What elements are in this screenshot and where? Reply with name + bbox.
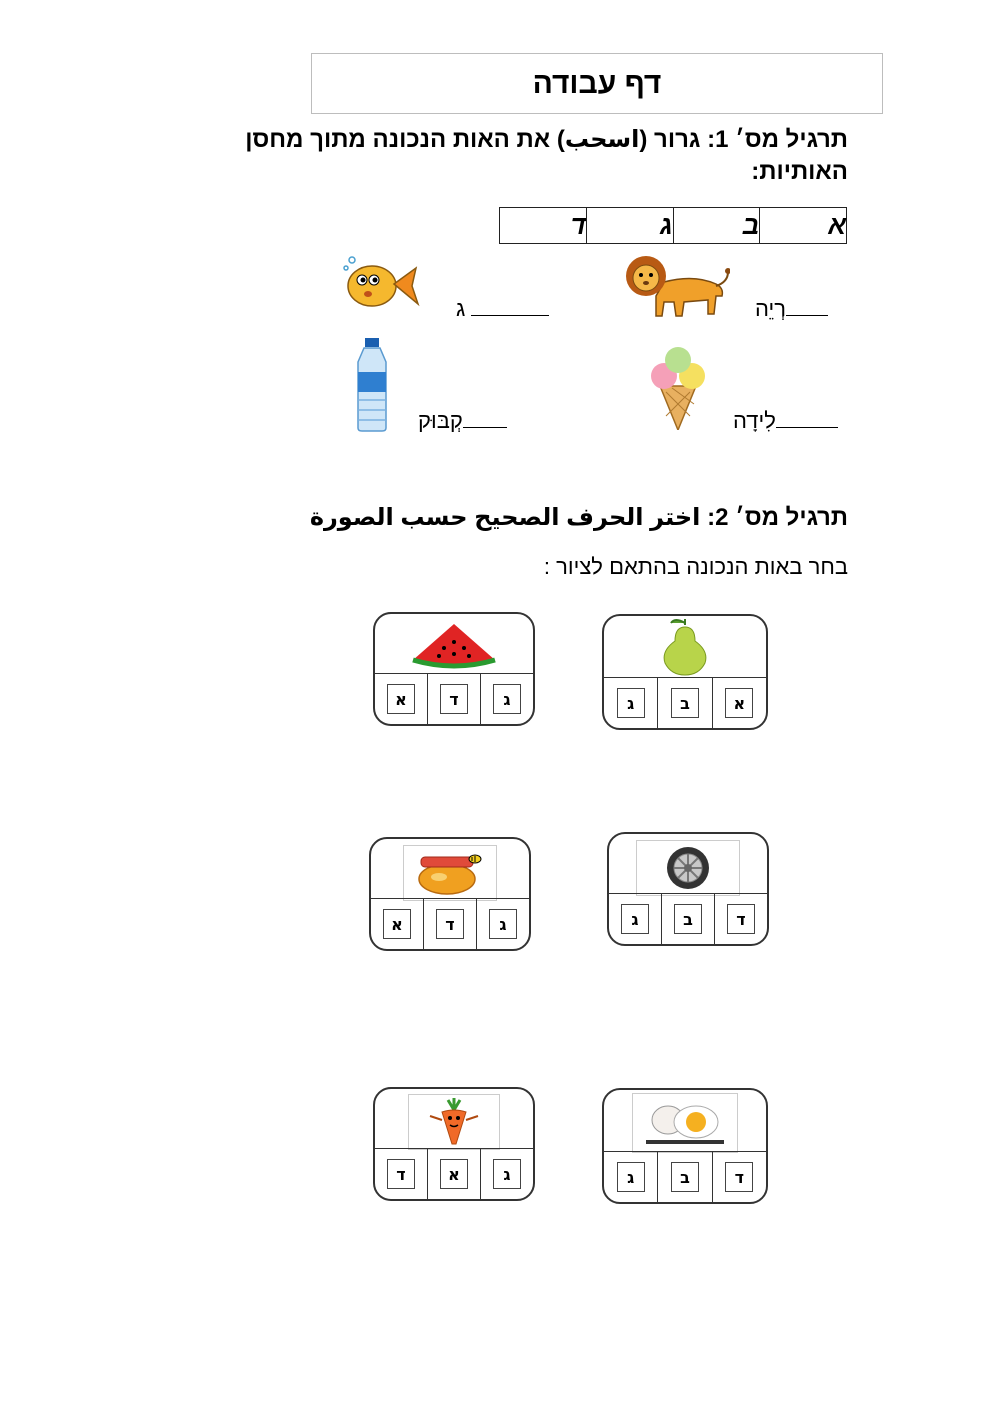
letter-option[interactable]: ג <box>493 1159 521 1189</box>
letter-option[interactable]: ג <box>617 688 645 718</box>
letter-option[interactable]: ג <box>621 904 649 934</box>
exercise1-heading-line2: האותיות: <box>751 158 848 185</box>
drop-blank[interactable] <box>786 297 828 316</box>
water-bottle-icon <box>352 338 392 432</box>
watermelon-icon <box>375 614 533 676</box>
letter-bank-tile[interactable]: ג <box>586 208 673 243</box>
letter-option[interactable]: ג <box>489 909 517 939</box>
letter-option[interactable]: ד <box>727 904 755 934</box>
letter-option[interactable]: ג <box>493 684 521 714</box>
lion-icon <box>624 252 730 320</box>
letter-option[interactable]: ב <box>671 1162 699 1192</box>
exercise1-item <box>418 408 507 434</box>
fish-icon <box>338 254 420 312</box>
letter-options <box>604 1151 766 1202</box>
letter-options <box>375 1148 533 1199</box>
exercise1-item <box>456 296 549 322</box>
item-word: ג <box>456 296 466 321</box>
letter-bank <box>499 207 847 244</box>
letter-option[interactable]: א <box>440 1159 468 1189</box>
carrot-icon <box>408 1094 500 1150</box>
choice-card-watermelon <box>373 612 535 726</box>
letter-option[interactable]: א <box>725 688 753 718</box>
letter-option[interactable]: ד <box>725 1162 753 1192</box>
egg-icon <box>632 1093 738 1153</box>
choice-card-egg <box>602 1088 768 1204</box>
exercise1-item <box>733 408 838 434</box>
drop-blank[interactable] <box>463 409 507 428</box>
letter-option[interactable]: ג <box>617 1162 645 1192</box>
ice-cream-icon <box>644 346 712 430</box>
letter-option[interactable]: ב <box>674 904 702 934</box>
letter-options <box>375 673 533 724</box>
letter-bank-tile[interactable]: ב <box>673 208 760 243</box>
letter-bank-tile[interactable]: ד <box>570 210 586 240</box>
choice-card-carrot <box>373 1087 535 1201</box>
title-box <box>311 53 883 114</box>
letter-option[interactable]: ד <box>387 1159 415 1189</box>
choice-card-tire <box>607 832 769 946</box>
exercise2-instruction: בחר באות הנכונה בהתאם לציור : <box>543 554 848 579</box>
item-word: קְבּוּק <box>418 408 463 433</box>
tire-icon <box>636 840 740 896</box>
page-title: דף עבודה <box>532 66 662 100</box>
exercise1-heading <box>208 124 848 188</box>
letter-options <box>609 893 767 944</box>
item-word: רְיֵה <box>755 296 786 321</box>
letter-option[interactable]: ב <box>671 688 699 718</box>
letter-option[interactable]: א <box>387 684 415 714</box>
choice-card-pear <box>602 614 768 730</box>
exercise1-heading-line1: תרגיל מס׳ 1: גרור (اسحب) את האות הנכונה מתוך מחסן <box>245 126 848 153</box>
drop-blank[interactable] <box>471 297 549 316</box>
exercise2-heading: תרגיל מס׳ 2: اختر الحرف الصحيح حسب الصورة <box>309 504 848 531</box>
pear-icon <box>604 616 766 678</box>
honey-jar-icon <box>403 845 497 901</box>
letter-options <box>371 898 529 949</box>
letter-options <box>604 677 766 728</box>
item-word: לִידָה <box>733 408 776 433</box>
letter-option[interactable]: ד <box>436 909 464 939</box>
letter-bank-tile[interactable]: א <box>759 208 846 243</box>
exercise1-item <box>755 296 828 322</box>
letter-option[interactable]: א <box>383 909 411 939</box>
drop-blank[interactable] <box>776 409 838 428</box>
letter-option[interactable]: ד <box>440 684 468 714</box>
choice-card-honey <box>369 837 531 951</box>
